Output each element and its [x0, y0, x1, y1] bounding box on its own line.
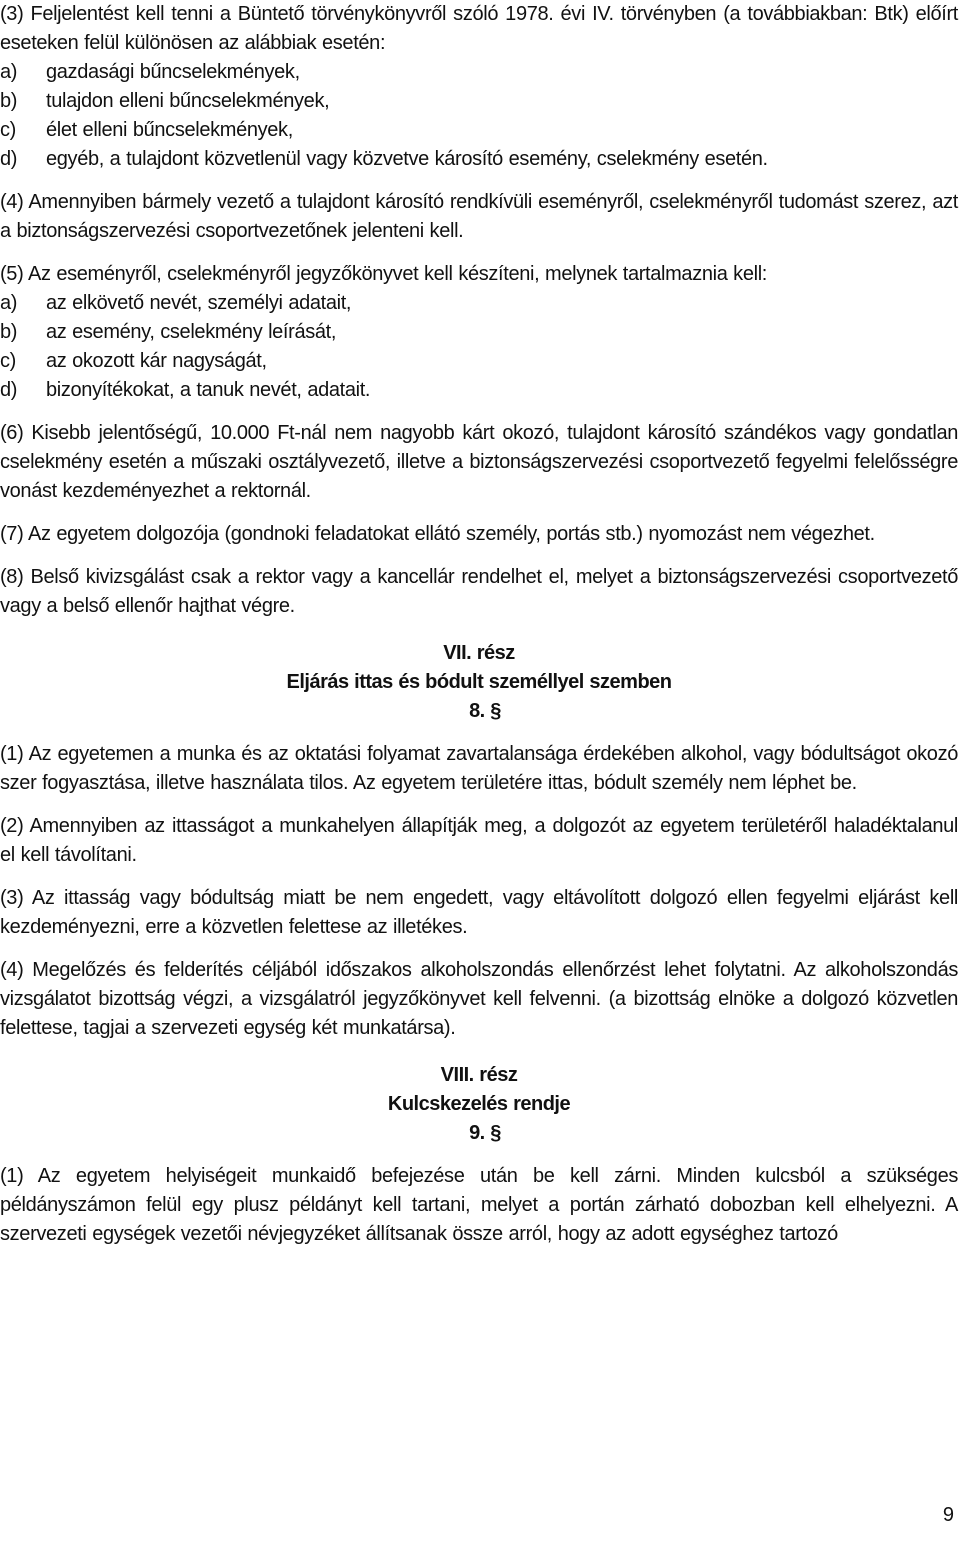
part-8-title: VIII. rész — [440, 1064, 518, 1086]
section-8-paragraph-4: (4) Megelőzés és felderítés céljából időszakos alkoholszondás ellenőrzést lehet folytatni. Az alkoholszondás vizsgálatot bizottság végzi, a vizsgálatról jegyzőkönyvet kell felvenni. (a bizottság elnöke a dolgozó közvetlen felettese, tagjai a szervezeti egység két munkatársa). — [0, 959, 958, 1039]
paragraph-5-list — [0, 289, 958, 405]
section-8-paragraph-3: (3) Az ittasság vagy bódultság miatt be nem engedett, vagy eltávolított dolgozó ellen fegyelmi eljárást kell kezdeményezni, erre a közvetlen felettese az illetékes. — [0, 887, 958, 938]
section-9-paragraph-1: (1) Az egyetem helyiségeit munkaidő befejezése után be kell zárni. Minden kulcsból a szükséges példányszámon felül egy plusz példányt kell tartani, melyet a portán zárható dobozban kell elhelyezni. A szervezeti egységek vezetői névjegyzéket állítsanak össze arról, hogy az adott egységhez tartozó — [0, 1165, 958, 1245]
list-item-text: az esemény, cselekmény leírását, — [46, 321, 337, 343]
list-marker: b) — [0, 321, 18, 343]
list-item — [0, 116, 958, 145]
list-item-text: élet elleni bűncselekmények, — [46, 119, 293, 141]
list-item-text: tulajdon elleni bűncselekmények, — [46, 90, 330, 112]
section-8-paragraph-1: (1) Az egyetemen a munka és az oktatási folyamat zavartalansága érdekében alkohol, vagy bódultságot okozó szer fogyasztása, illetve használata tilos. Az egyetem területére ittas, bódult személy nem léphet be. — [0, 743, 958, 794]
list-marker: d) — [0, 148, 18, 170]
list-item — [0, 318, 958, 347]
list-marker: d) — [0, 379, 18, 401]
paragraph-4: (4) Amennyiben bármely vezető a tulajdont károsító rendkívüli eseményről, cselekményről tudomást szerez, azt a biztonságszervezési csoportvezetőnek jelenteni kell. — [0, 191, 958, 242]
section-8-paragraph-2: (2) Amennyiben az ittasságot a munkahelyen állapítják meg, a dolgozót az egyetem területéről haladéktalanul el kell távolítani. — [0, 815, 958, 866]
list-item-text: az elkövető nevét, személyi adatait, — [46, 292, 352, 314]
list-item-text: egyéb, a tulajdont közvetlenül vagy közvetve károsító esemény, cselekmény esetén. — [46, 148, 768, 170]
list-item — [0, 376, 958, 405]
paragraph-3-list — [0, 58, 958, 174]
paragraph-3-intro: (3) Feljelentést kell tenni a Büntető törvénykönyvről szóló 1978. évi IV. törvényben (a továbbiakban: Btk) előírt eseteken felül különösen az alábbiak esetén: — [0, 3, 958, 54]
paragraph-6: (6) Kisebb jelentőségű, 10.000 Ft-nál nem nagyobb kárt okozó, tulajdont károsító szándékos vagy gondatlan cselekmény esetén a műszaki osztályvezető, illetve a biztonságszervezési csoportvezető fegyelmi felelősségre vonást kezdeményezhet a rektornál. — [0, 422, 958, 502]
paragraph-7: (7) Az egyetem dolgozója (gondnoki feladatokat ellátó személy, portás stb.) nyomozást nem végezhet. — [0, 523, 875, 545]
list-marker: a) — [0, 292, 18, 314]
list-marker: c) — [0, 119, 16, 141]
list-item — [0, 58, 958, 87]
paragraph-5-intro: (5) Az eseményről, cselekményről jegyzőkönyvet kell készíteni, melynek tartalmaznia kell: — [0, 263, 768, 285]
list-item — [0, 87, 958, 116]
list-marker: b) — [0, 90, 18, 112]
list-item — [0, 289, 958, 318]
part-8-subtitle: Kulcskezelés rendje — [387, 1093, 571, 1115]
section-8-heading: 8. § — [469, 700, 501, 722]
section-9-heading: 9. § — [469, 1122, 501, 1144]
list-item — [0, 347, 958, 376]
list-item-text: gazdasági bűncselekmények, — [46, 61, 300, 83]
part-7-title: VII. rész — [443, 642, 515, 664]
list-item-text: az okozott kár nagyságát, — [46, 350, 267, 372]
list-item-text: bizonyítékokat, a tanuk nevét, adatait. — [46, 379, 371, 401]
list-marker: a) — [0, 61, 18, 83]
list-marker: c) — [0, 350, 16, 372]
paragraph-8: (8) Belső kivizsgálást csak a rektor vagy a kancellár rendelhet el, melyet a biztonságszervezési csoportvezető vagy a belső ellenőr hajthat végre. — [0, 566, 958, 617]
page-number: 9 — [942, 1504, 954, 1526]
part-7-subtitle: Eljárás ittas és bódult személlyel szemben — [286, 671, 672, 693]
list-item — [0, 145, 958, 174]
